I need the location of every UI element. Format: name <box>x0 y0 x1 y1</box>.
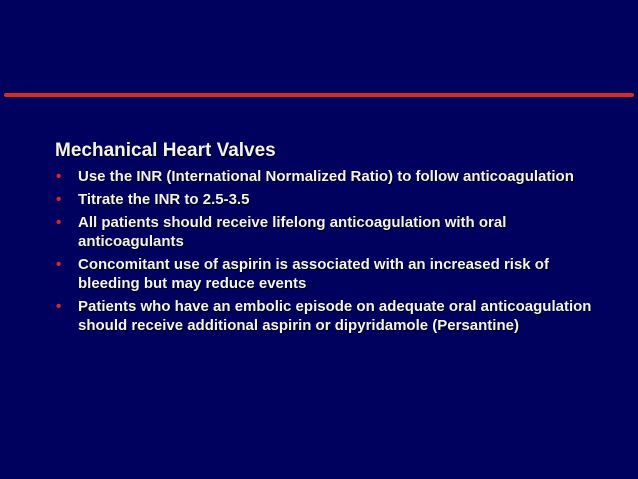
bullet-dot-icon: • <box>56 256 62 273</box>
bullet-text: Patients who have an embolic episode on adequate oral anticoagulation should receive additional aspirin or dipyridamole (Persantine) <box>78 298 592 334</box>
bullet-dot-icon: • <box>56 191 62 208</box>
bullet-text: All patients should receive lifelong anticoagulation with oral anticoagulants <box>78 214 507 250</box>
title-divider-line <box>4 93 634 97</box>
bullet-dot-icon: • <box>56 298 62 315</box>
slide-heading: Mechanical Heart Valves <box>55 140 276 161</box>
bullet-dot-icon: • <box>56 168 62 185</box>
bullet-text: Titrate the INR to 2.5-3.5 <box>78 191 250 208</box>
bullet-item-aspirin <box>55 255 600 293</box>
bullet-item-titrate <box>55 190 600 209</box>
bullet-text: Concomitant use of aspirin is associated with an increased risk of bleeding but may reduce events <box>78 256 549 292</box>
bullet-item-inr <box>55 167 600 186</box>
bullet-dot-icon: • <box>56 214 62 231</box>
bullet-item-embolic <box>55 297 600 335</box>
bullet-item-lifelong <box>55 213 600 251</box>
bullet-list <box>55 167 600 339</box>
bullet-text: Use the INR (International Normalized Ratio) to follow anticoagulation <box>78 168 574 185</box>
